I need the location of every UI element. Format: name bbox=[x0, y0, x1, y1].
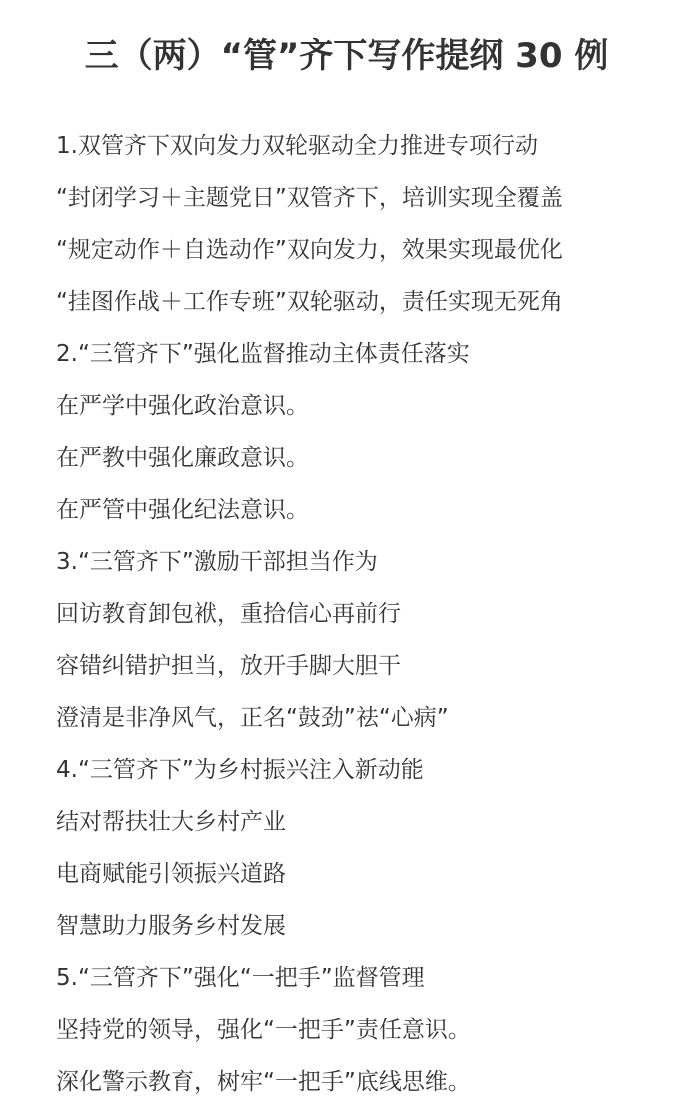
outline-line: 澄清是非净风气，正名“鼓劲”祛“心病” bbox=[56, 705, 449, 731]
outline-line: 1.双管齐下双向发力双轮驱动全力推进专项行动 bbox=[56, 133, 538, 159]
outline-line: 3.“三管齐下”激励干部担当作为 bbox=[56, 549, 378, 575]
outline-line: “封闭学习＋主题党日”双管齐下，培训实现全覆盖 bbox=[56, 185, 563, 211]
outline-line: 结对帮扶壮大乡村产业 bbox=[56, 809, 286, 835]
outline-line: 4.“三管齐下”为乡村振兴注入新动能 bbox=[56, 757, 424, 783]
outline-line: 智慧助力服务乡村发展 bbox=[56, 913, 286, 939]
outline-line: 在严学中强化政治意识。 bbox=[56, 393, 309, 419]
outline-line: 电商赋能引领振兴道路 bbox=[56, 861, 286, 887]
outline-line: 深化警示教育，树牢“一把手”底线思维。 bbox=[56, 1069, 471, 1095]
outline-line: “挂图作战＋工作专班”双轮驱动，责任实现无死角 bbox=[56, 289, 563, 315]
outline-line: 回访教育卸包袱，重拾信心再前行 bbox=[56, 601, 401, 627]
outline-line: 2.“三管齐下”强化监督推动主体责任落实 bbox=[56, 341, 470, 367]
outline-line: 5.“三管齐下”强化“一把手”监督管理 bbox=[56, 965, 425, 991]
outline-list bbox=[56, 120, 686, 1108]
outline-line: 在严管中强化纪法意识。 bbox=[56, 497, 309, 523]
document-title: 三（两）“管”齐下写作提纲 30 例 bbox=[84, 36, 609, 76]
outline-line: 坚持党的领导，强化“一把手”责任意识。 bbox=[56, 1017, 471, 1043]
outline-line: 容错纠错护担当，放开手脚大胆干 bbox=[56, 653, 401, 679]
outline-line: “规定动作＋自选动作”双向发力，效果实现最优化 bbox=[56, 237, 563, 263]
outline-line: 在严教中强化廉政意识。 bbox=[56, 445, 309, 471]
